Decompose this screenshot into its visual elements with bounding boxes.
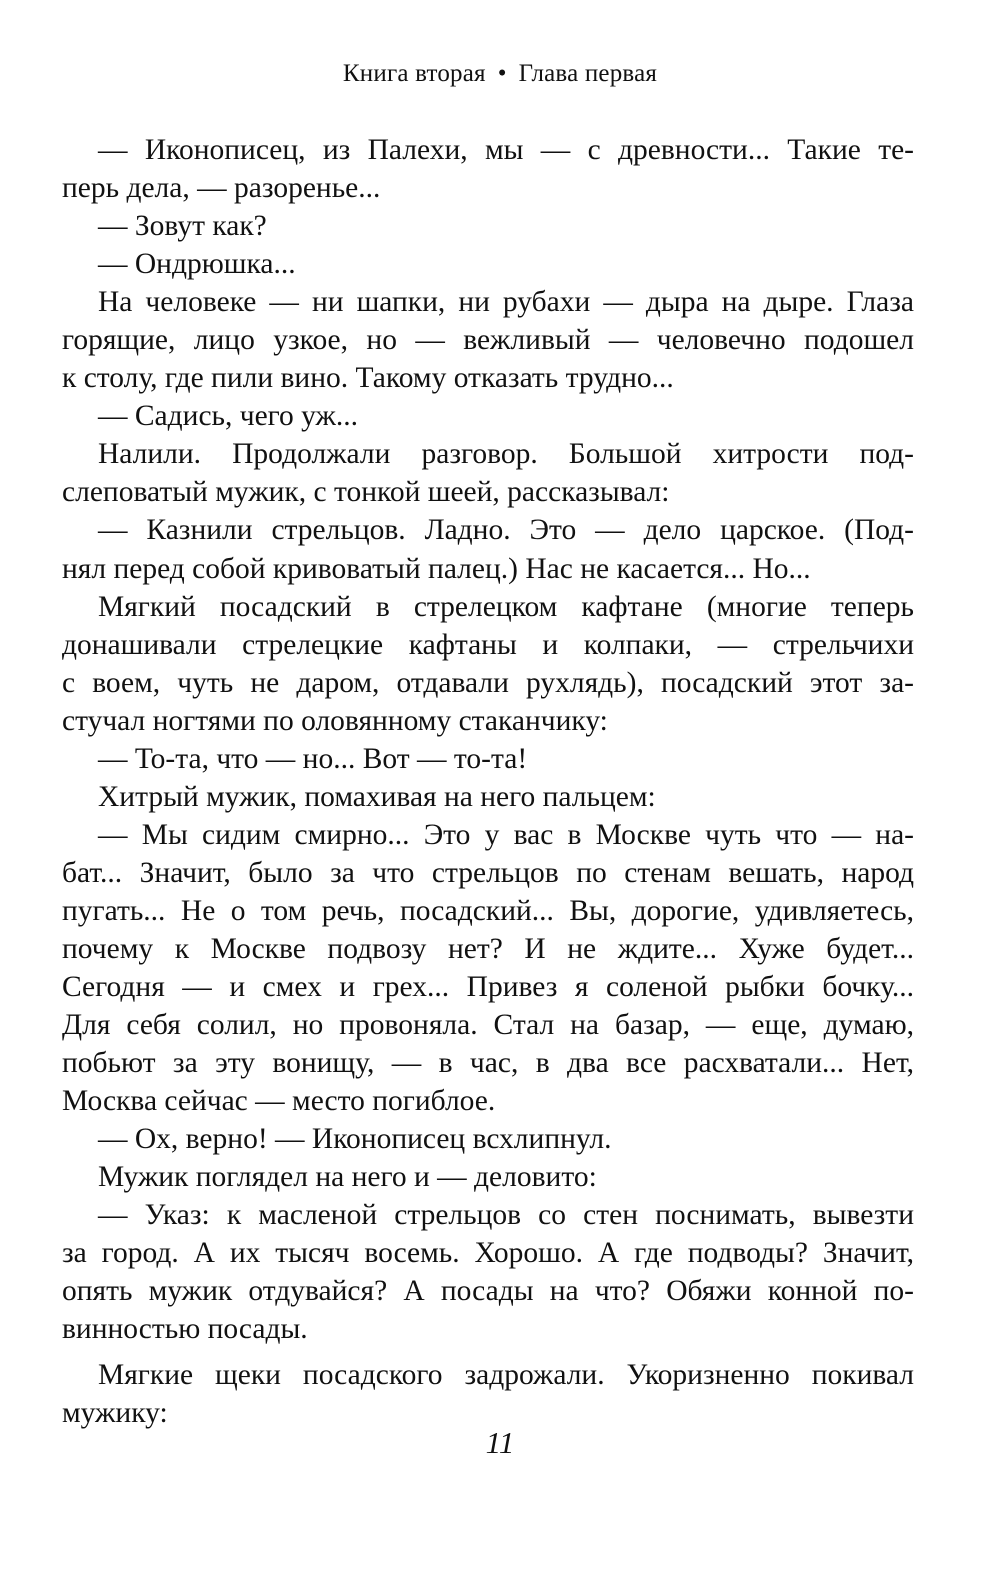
- text-line: слеповатый мужик, с тонкой шеей, рассказывал:: [62, 476, 670, 509]
- text-line: На человеке — ни шапки, ни рубахи — дыра на дыре. Глаза: [98, 286, 914, 319]
- text-line: — Иконописец, из Палехи, мы — с древности... Такие те-: [98, 134, 914, 166]
- text-line: Мягкий посадский в стрелецком кафтане (многие теперь: [98, 590, 914, 623]
- running-head-book: Книга вторая: [342, 60, 486, 87]
- text-line: Москва сейчас — место погиблое.: [62, 1085, 496, 1118]
- text-line: Сегодня — и смех и грех... Привез я соленой рыбки бочку...: [62, 971, 914, 1004]
- text-line: — То-та, что — но... Вот — то-та!: [98, 742, 528, 775]
- text-line: горящие, лицо узкое, но — вежливый — человечно подошел: [62, 324, 914, 357]
- text-line: — Ондрюшка...: [98, 248, 296, 281]
- running-head: [0, 58, 1000, 90]
- text-line: Для себя солил, но провоняла. Стал на базар, — еще, думаю,: [62, 1009, 914, 1042]
- body-text: [62, 131, 914, 1432]
- text-line: с воем, чуть не даром, отдавали рухлядь), посадский этот за-: [62, 666, 914, 699]
- text-line: — Мы сидим смирно... Это у вас в Москве чуть что — на-: [98, 818, 914, 851]
- text-line: мужику:: [62, 1396, 168, 1429]
- text-line: — Казнили стрельцов. Ладно. Это — дело царское. (Под-: [98, 514, 914, 547]
- text-line: — Ох, верно! — Иконописец всхлипнул.: [98, 1123, 612, 1156]
- page-number: 11: [485, 1425, 515, 1460]
- text-line: нял перед собой кривоватый палец.) Нас не касается... Но...: [62, 552, 811, 585]
- text-line: пугать... Не о том речь, посадский... Вы, дорогие, удивляетесь,: [62, 894, 914, 927]
- text-line: Мягкие щеки посадского задрожали. Укоризненно покивал: [98, 1358, 914, 1391]
- text-line: к столу, где пили вино. Такому отказать трудно...: [62, 362, 674, 395]
- text-line: бат... Значит, было за что стрельцов по стенам вешать, народ: [62, 856, 914, 889]
- text-line: за город. А их тысяч восемь. Хорошо. А где подводы? Значит,: [62, 1237, 914, 1270]
- text-line: побьют за эту вонищу, — в час, в два все расхватали... Нет,: [62, 1047, 914, 1080]
- text-line: перь дела, — разоренье...: [62, 172, 381, 205]
- text-line: Мужик поглядел на него и — деловито:: [98, 1161, 597, 1194]
- text-line: — Садись, чего уж...: [98, 400, 359, 433]
- text-line: Хитрый мужик, помахивая на него пальцем:: [98, 780, 656, 813]
- text-line: стучал ногтями по оловянному стаканчику:: [62, 704, 608, 737]
- text-line: — Зовут как?: [98, 210, 267, 243]
- text-line: — Указ: к масленой стрельцов со стен поснимать, вывезти: [98, 1199, 914, 1232]
- text-line: донашивали стрелецкие кафтаны и колпаки, — стрельчихи: [62, 628, 914, 661]
- text-line: винностью посады.: [62, 1313, 308, 1346]
- running-head-chapter: Глава первая: [518, 60, 658, 87]
- running-head-separator: •: [497, 60, 507, 87]
- text-line: почему к Москве подвозу нет? И не ждите... Хуже будет...: [62, 932, 914, 965]
- text-line: Налили. Продолжали разговор. Большой хитрости под-: [98, 438, 914, 471]
- text-line: опять мужик отдувайся? А посады на что? Обяжи конной по-: [62, 1275, 914, 1308]
